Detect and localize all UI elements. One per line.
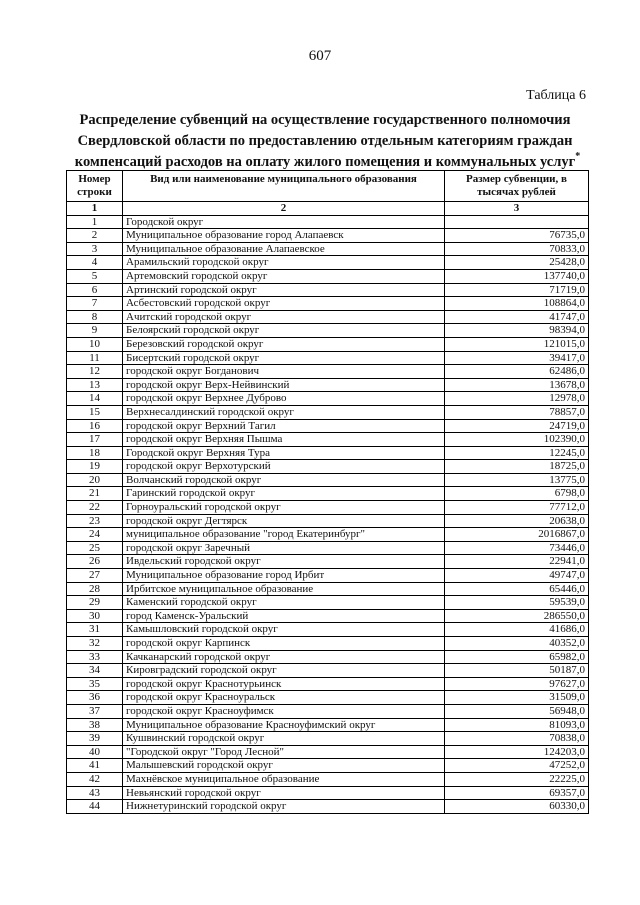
municipality-name: Горноуральский городской округ [123, 501, 445, 515]
municipality-name: Верхнесалдинский городской округ [123, 405, 445, 419]
subvention-amount: 62486,0 [445, 365, 589, 379]
page-number: 607 [308, 48, 332, 64]
table-row [67, 704, 589, 718]
table-row [67, 242, 589, 256]
column-index: 3 [445, 202, 589, 216]
row-number: 32 [67, 637, 123, 651]
title-line: Распределение субвенций на осуществление государственного полномочия [79, 112, 571, 128]
table-row [67, 405, 589, 419]
row-number: 14 [67, 392, 123, 406]
table-row [67, 473, 589, 487]
municipality-name: Ивдельский городской округ [123, 555, 445, 569]
row-number: 43 [67, 786, 123, 800]
table-row [67, 215, 589, 229]
municipality-name: Артинский городской округ [123, 283, 445, 297]
row-number: 39 [67, 732, 123, 746]
municipality-name: городской округ Богданович [123, 365, 445, 379]
row-number: 10 [67, 337, 123, 351]
municipality-name: Кировградский городской округ [123, 664, 445, 678]
row-number: 25 [67, 541, 123, 555]
subvention-amount: 40352,0 [445, 637, 589, 651]
row-number: 1 [67, 215, 123, 229]
municipality-name: Качканарский городской округ [123, 650, 445, 664]
table-row [67, 596, 589, 610]
municipality-name: городской округ Красноуфимск [123, 704, 445, 718]
row-number: 6 [67, 283, 123, 297]
municipality-name: Нижнетуринский городской округ [123, 800, 445, 814]
municipality-name: Асбестовский городской округ [123, 297, 445, 311]
subvention-amount: 70833,0 [445, 242, 589, 256]
subvention-amount: 12245,0 [445, 446, 589, 460]
row-number: 4 [67, 256, 123, 270]
municipality-name: Городской округ Верхняя Тура [123, 446, 445, 460]
table-row [67, 378, 589, 392]
row-number: 40 [67, 745, 123, 759]
municipality-name: Муниципальное образование Красноуфимский округ [123, 718, 445, 732]
table-row [67, 609, 589, 623]
table-row [67, 229, 589, 243]
municipality-name: Каменский городской округ [123, 596, 445, 610]
subvention-amount: 78857,0 [445, 405, 589, 419]
subvention-amount: 24719,0 [445, 419, 589, 433]
subvention-amount: 70838,0 [445, 732, 589, 746]
table-row [67, 555, 589, 569]
subvention-amount: 286550,0 [445, 609, 589, 623]
subvention-amount: 56948,0 [445, 704, 589, 718]
row-number: 44 [67, 800, 123, 814]
municipality-name: городской округ Верх-Нейвинский [123, 378, 445, 392]
subvention-amount: 39417,0 [445, 351, 589, 365]
row-number: 41 [67, 759, 123, 773]
subvention-amount: 31509,0 [445, 691, 589, 705]
row-number: 30 [67, 609, 123, 623]
table-row [67, 582, 589, 596]
header-amount: Размер субвенции, в тысячах рублей [445, 171, 589, 202]
municipality-name: городской округ Верхнее Дуброво [123, 392, 445, 406]
municipality-name: Гаринский городской округ [123, 487, 445, 501]
row-number: 13 [67, 378, 123, 392]
row-number: 18 [67, 446, 123, 460]
subvention-amount: 13678,0 [445, 378, 589, 392]
table-row [67, 351, 589, 365]
row-number: 7 [67, 297, 123, 311]
subvention-amount: 65982,0 [445, 650, 589, 664]
table-row [67, 541, 589, 555]
subvention-amount: 47252,0 [445, 759, 589, 773]
subvention-amount: 124203,0 [445, 745, 589, 759]
municipality-name: Муниципальное образование город Ирбит [123, 569, 445, 583]
column-index: 2 [123, 202, 445, 216]
row-number: 15 [67, 405, 123, 419]
document-title [60, 110, 590, 173]
table-row [67, 324, 589, 338]
municipality-name: Камышловский городской округ [123, 623, 445, 637]
subvention-amount: 121015,0 [445, 337, 589, 351]
table-row [67, 528, 589, 542]
subvention-amount: 20638,0 [445, 514, 589, 528]
subvention-amount: 102390,0 [445, 433, 589, 447]
subvention-amount: 108864,0 [445, 297, 589, 311]
subvention-amount: 49747,0 [445, 569, 589, 583]
subvention-amount: 60330,0 [445, 800, 589, 814]
municipality-name: "Городской округ "Город Лесной" [123, 745, 445, 759]
table-row [67, 759, 589, 773]
subvention-amount: 69357,0 [445, 786, 589, 800]
row-number: 9 [67, 324, 123, 338]
row-number: 42 [67, 772, 123, 786]
table-row [67, 283, 589, 297]
row-number: 20 [67, 473, 123, 487]
subvention-amount: 50187,0 [445, 664, 589, 678]
row-number: 2 [67, 229, 123, 243]
subvention-amount: 13775,0 [445, 473, 589, 487]
header-row-number: Номер строки [67, 171, 123, 202]
table-row [67, 446, 589, 460]
table-row [67, 691, 589, 705]
table-row [67, 623, 589, 637]
subvention-amount: 98394,0 [445, 324, 589, 338]
row-number: 35 [67, 677, 123, 691]
title-line: компенсаций расходов на оплату жилого помещения и коммунальных услуг [74, 154, 576, 170]
table-row [67, 392, 589, 406]
table-row [67, 501, 589, 515]
subvention-amount: 18725,0 [445, 460, 589, 474]
municipality-name: Белоярский городской округ [123, 324, 445, 338]
municipality-name: Кушвинский городской округ [123, 732, 445, 746]
municipality-name: Ачитский городской округ [123, 310, 445, 324]
subvention-table [66, 170, 589, 814]
municipality-name: Невьянский городской округ [123, 786, 445, 800]
subvention-amount: 25428,0 [445, 256, 589, 270]
row-number: 26 [67, 555, 123, 569]
subvention-amount: 6798,0 [445, 487, 589, 501]
title-line: Свердловской области по предоставлению отдельным категориям граждан [77, 133, 573, 149]
municipality-name: городской округ Верхний Тагил [123, 419, 445, 433]
subvention-amount: 2016867,0 [445, 528, 589, 542]
municipality-name: Махнёвское муниципальное образование [123, 772, 445, 786]
footnote-mark: * [575, 151, 581, 162]
row-number: 27 [67, 569, 123, 583]
table-row [67, 786, 589, 800]
header-municipality: Вид или наименование муниципального образования [123, 171, 445, 202]
table-row [67, 650, 589, 664]
table-row [67, 637, 589, 651]
table-body [67, 215, 589, 813]
table-label: Таблица 6 [526, 88, 586, 103]
table-row [67, 269, 589, 283]
table-row [67, 800, 589, 814]
subvention-amount: 76735,0 [445, 229, 589, 243]
municipality-name: Муниципальное образование город Алапаевск [123, 229, 445, 243]
row-number: 24 [67, 528, 123, 542]
municipality-name: Волчанский городской округ [123, 473, 445, 487]
subvention-amount: 137740,0 [445, 269, 589, 283]
municipality-name: городской округ Дегтярск [123, 514, 445, 528]
municipality-name: городской округ Красноуральск [123, 691, 445, 705]
row-number: 22 [67, 501, 123, 515]
municipality-name: Артемовский городской округ [123, 269, 445, 283]
table-row [67, 487, 589, 501]
row-number: 11 [67, 351, 123, 365]
municipality-name: Городской округ [123, 215, 445, 229]
subvention-amount: 77712,0 [445, 501, 589, 515]
municipality-name: город Каменск-Уральский [123, 609, 445, 623]
table-row [67, 514, 589, 528]
table-row [67, 310, 589, 324]
subvention-amount: 41686,0 [445, 623, 589, 637]
subvention-amount: 65446,0 [445, 582, 589, 596]
municipality-name: Бисертский городской округ [123, 351, 445, 365]
row-number: 33 [67, 650, 123, 664]
table-row [67, 677, 589, 691]
row-number: 5 [67, 269, 123, 283]
row-number: 21 [67, 487, 123, 501]
subvention-amount: 81093,0 [445, 718, 589, 732]
table-row [67, 365, 589, 379]
table-row [67, 419, 589, 433]
table-row [67, 433, 589, 447]
row-number: 16 [67, 419, 123, 433]
table-row [67, 745, 589, 759]
table-header-row [67, 171, 589, 202]
municipality-name: Березовский городской округ [123, 337, 445, 351]
table-row [67, 772, 589, 786]
subvention-amount: 59539,0 [445, 596, 589, 610]
row-number: 29 [67, 596, 123, 610]
row-number: 19 [67, 460, 123, 474]
column-index: 1 [67, 202, 123, 216]
row-number: 37 [67, 704, 123, 718]
row-number: 38 [67, 718, 123, 732]
table-row [67, 718, 589, 732]
subvention-amount: 12978,0 [445, 392, 589, 406]
municipality-name: Арамильский городской округ [123, 256, 445, 270]
row-number: 23 [67, 514, 123, 528]
table-row [67, 460, 589, 474]
subvention-amount: 71719,0 [445, 283, 589, 297]
row-number: 31 [67, 623, 123, 637]
municipality-name: муниципальное образование "город Екатеринбург" [123, 528, 445, 542]
table-row [67, 337, 589, 351]
row-number: 8 [67, 310, 123, 324]
table-row [67, 664, 589, 678]
table-row [67, 256, 589, 270]
column-index-row [67, 202, 589, 216]
row-number: 34 [67, 664, 123, 678]
row-number: 17 [67, 433, 123, 447]
municipality-name: Муниципальное образование Алапаевское [123, 242, 445, 256]
table-row [67, 569, 589, 583]
table-row [67, 732, 589, 746]
subvention-amount: 22941,0 [445, 555, 589, 569]
subvention-amount: 97627,0 [445, 677, 589, 691]
subvention-amount: 22225,0 [445, 772, 589, 786]
table-row [67, 297, 589, 311]
municipality-name: Малышевский городской округ [123, 759, 445, 773]
subvention-amount: 73446,0 [445, 541, 589, 555]
subvention-amount [445, 215, 589, 229]
municipality-name: городской округ Карпинск [123, 637, 445, 651]
municipality-name: городской округ Заречный [123, 541, 445, 555]
row-number: 12 [67, 365, 123, 379]
row-number: 3 [67, 242, 123, 256]
row-number: 36 [67, 691, 123, 705]
municipality-name: городской округ Верхотурский [123, 460, 445, 474]
municipality-name: Ирбитское муниципальное образование [123, 582, 445, 596]
row-number: 28 [67, 582, 123, 596]
municipality-name: городской округ Верхняя Пышма [123, 433, 445, 447]
municipality-name: городской округ Краснотурьинск [123, 677, 445, 691]
subvention-amount: 41747,0 [445, 310, 589, 324]
